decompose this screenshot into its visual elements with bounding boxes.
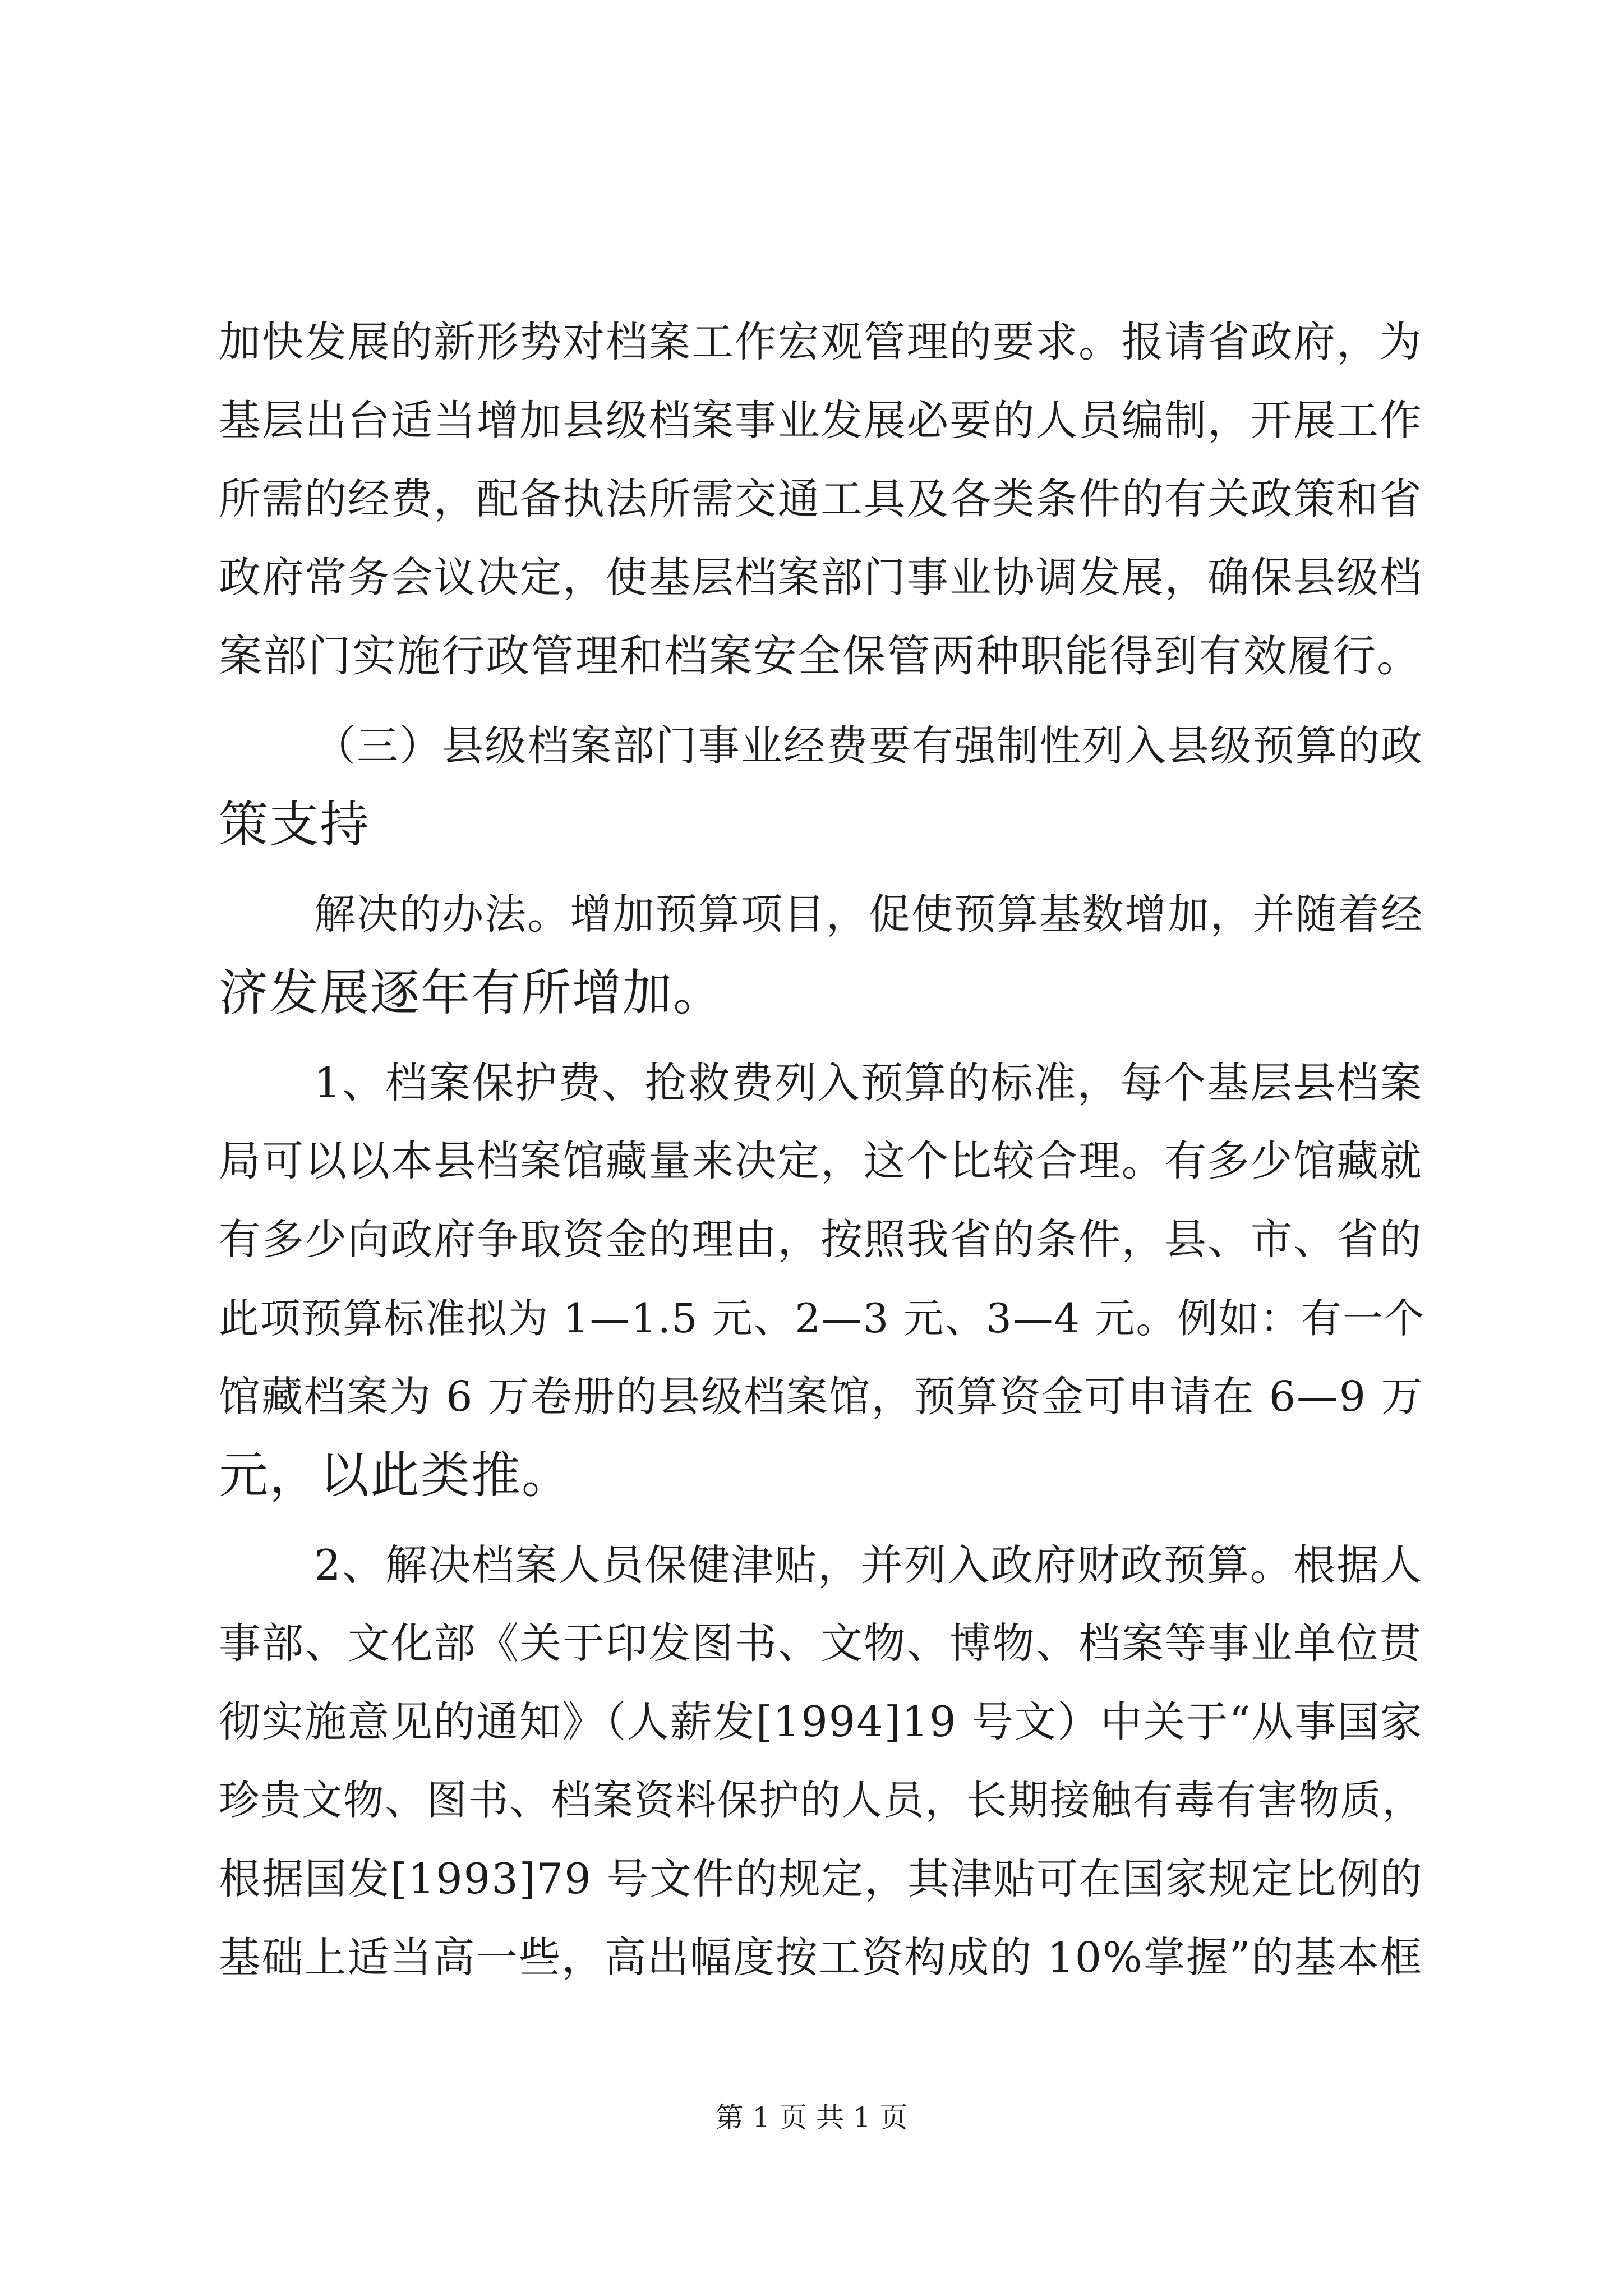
text-line: 彻实施意见的通知》（人薪发[1994]19 号文）中关于“从事国家 bbox=[219, 1697, 1423, 1746]
text-line: 解决的办法。增加预算项目，促使预算基数增加，并随着经 bbox=[314, 890, 1424, 938]
text-line: 元，以此类推。 bbox=[219, 1446, 573, 1504]
section-heading-line: （三）县级档案部门事业经费要有强制性列入县级预算的政 bbox=[314, 722, 1424, 770]
text-line: 政府常务会议决定，使基层档案部门事业协调发展，确保县级档 bbox=[219, 553, 1423, 602]
text-line: 加快发展的新形势对档案工作宏观管理的要求。报请省政府，为 bbox=[219, 318, 1423, 366]
page-footer: 第 1 页 共 1 页 bbox=[715, 2101, 908, 2134]
text-line: 馆藏档案为 6 万卷册的县级档案馆，预算资金可申请在 6—9 万 bbox=[219, 1373, 1424, 1421]
text-line: 济发展逐年有所增加。 bbox=[219, 964, 724, 1022]
text-line: 珍贵文物、图书、档案资料保护的人员，长期接触有毒有害物质， bbox=[219, 1777, 1424, 1824]
text-line: 案部门实施行政管理和档案安全保管两种职能得到有效履行。 bbox=[219, 631, 1422, 682]
text-line: 有多少向政府争取资金的理由，按照我省的条件，县、市、省的 bbox=[219, 1215, 1423, 1264]
text-line: 基层出台适当增加县级档案事业发展必要的人员编制，开展工作 bbox=[219, 396, 1423, 445]
text-line: 局可以以本县档案馆藏量来决定，这个比较合理。有多少馆藏就 bbox=[219, 1137, 1423, 1185]
text-line: 2、解决档案人员保健津贴，并列入政府财政预算。根据人 bbox=[314, 1540, 1423, 1590]
text-line: 基础上适当高一些，高出幅度按工资构成的 10%掌握”的基本框 bbox=[219, 1933, 1423, 1982]
text-line: 所需的经费，配备执法所需交通工具及各类条件的有关政策和省 bbox=[219, 475, 1423, 523]
section-heading-line: 策支持 bbox=[219, 795, 371, 853]
text-line: 根据国发[1993]79 号文件的规定，其津贴可在国家规定比例的 bbox=[219, 1855, 1423, 1903]
text-line: 1、档案保护费、抢救费列入预算的标准，每个基层县档案 bbox=[314, 1058, 1423, 1107]
text-line: 此项预算标准拟为 1—1.5 元、2—3 元、3—4 元。例如：有一个 bbox=[219, 1295, 1426, 1342]
text-line: 事部、文化部《关于印发图书、文物、博物、档案等事业单位贯 bbox=[219, 1619, 1423, 1668]
